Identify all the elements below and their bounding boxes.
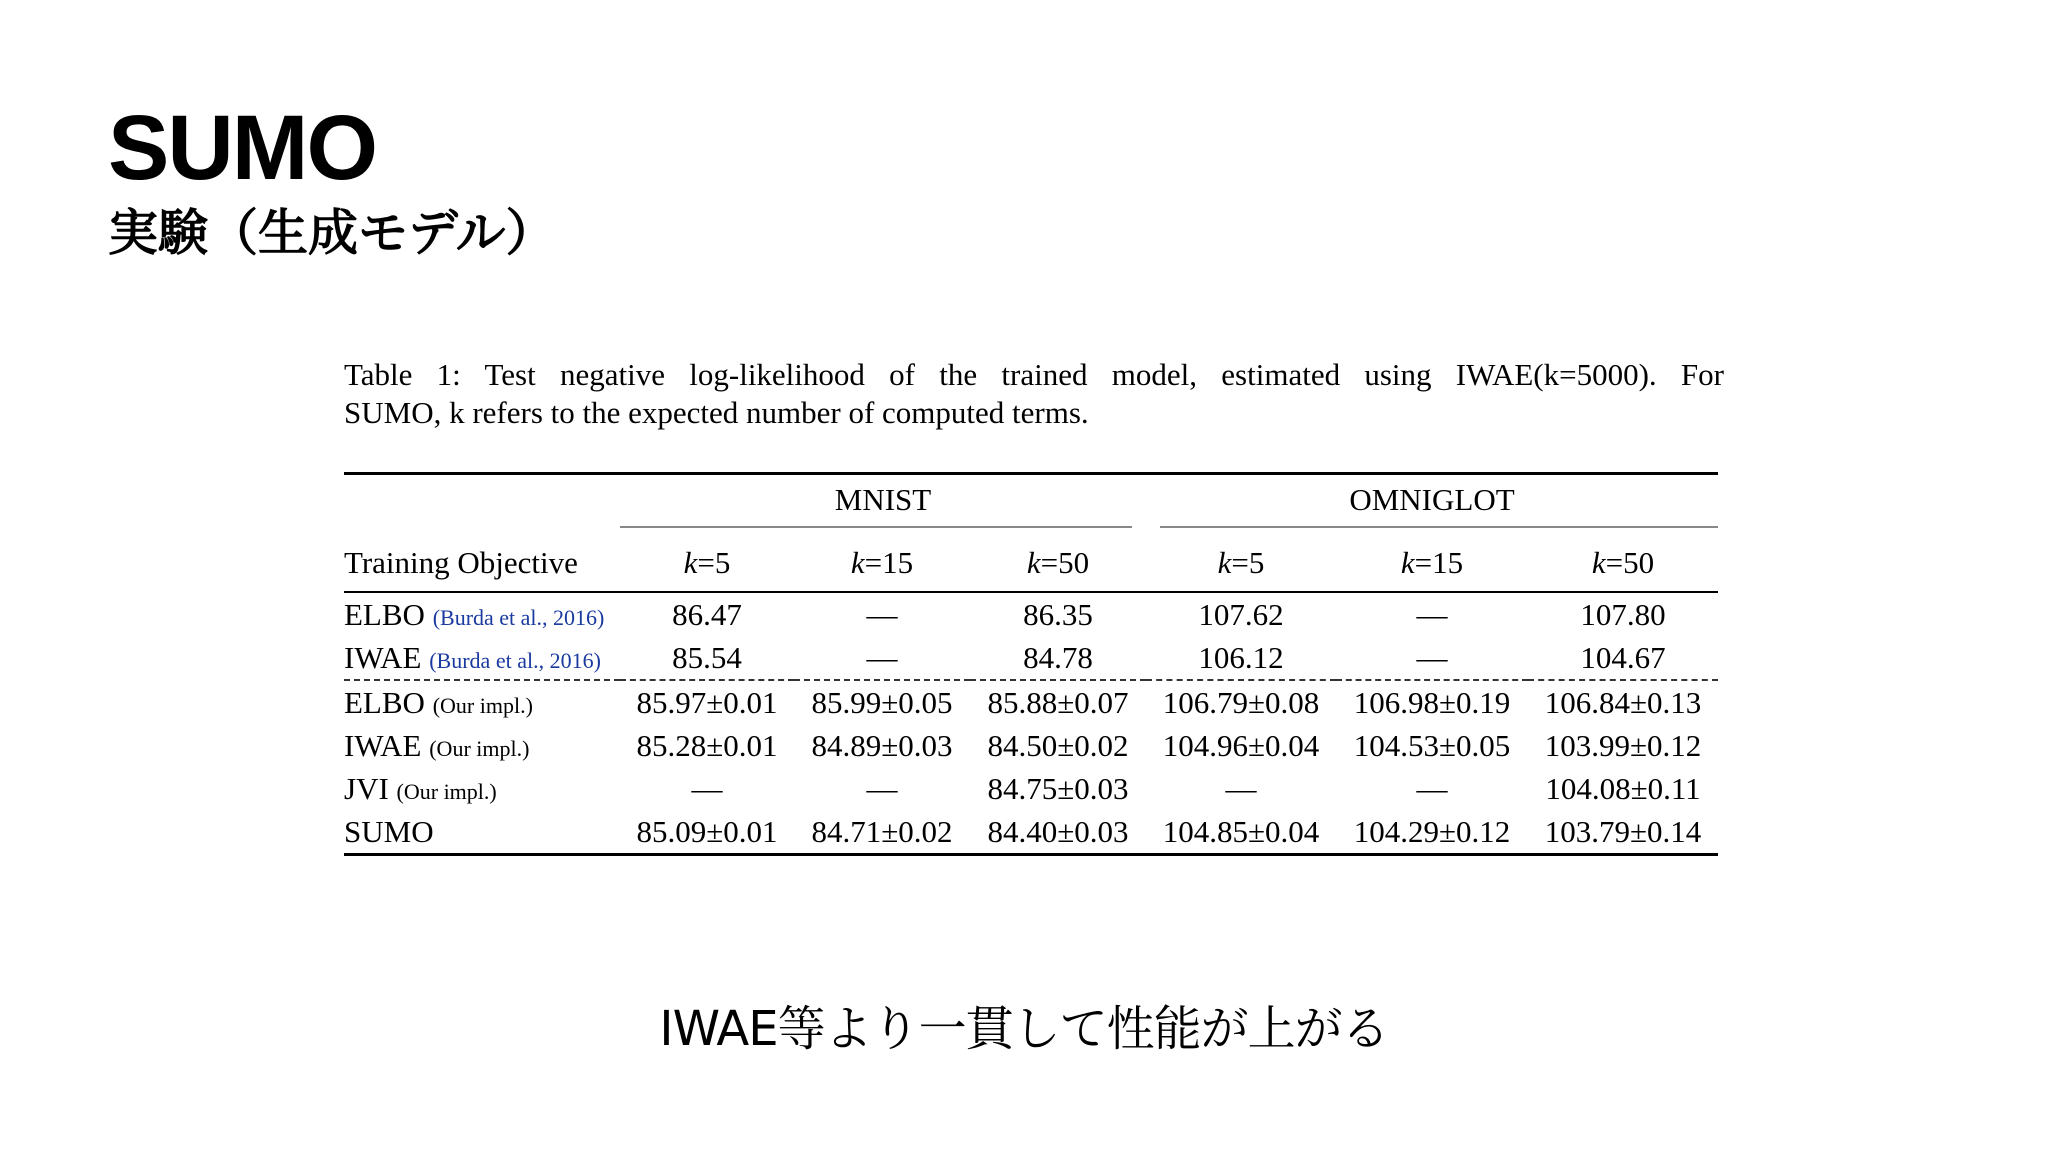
table-row <box>344 592 1718 636</box>
group-label: OMNIGLOT <box>1349 482 1515 517</box>
column-header: k=15 <box>1336 535 1528 592</box>
empty-corner <box>344 474 620 536</box>
table-cell: 107.62 <box>1198 596 1284 632</box>
table-cell: 104.53±0.05 <box>1353 727 1511 763</box>
table-row <box>344 636 1718 680</box>
method-name: SUMO <box>344 813 434 849</box>
column-header: k=5 <box>1146 535 1336 592</box>
table-cell: 106.98±0.19 <box>1353 684 1511 720</box>
table-cell: 104.29±0.12 <box>1336 810 1528 855</box>
group-underline <box>620 526 1132 528</box>
table-cell: 107.80 <box>1580 596 1666 632</box>
table-cell: 103.99±0.12 <box>1544 727 1702 763</box>
impl-note: (Our impl.) <box>429 735 530 761</box>
table-cell: 103.79±0.14 <box>1528 810 1718 855</box>
table-cell: 104.96±0.04 <box>1162 727 1320 763</box>
caption-line-2: SUMO, k refers to the expected number of computed terms. <box>344 395 1089 430</box>
method-name: IWAE <box>344 639 422 675</box>
table-cell: 106.79±0.08 <box>1162 684 1320 720</box>
table-row <box>344 724 1718 767</box>
table-cell: 104.67 <box>1528 636 1718 680</box>
slide-title: SUMO <box>108 97 376 199</box>
table-cell: — <box>1225 770 1257 806</box>
group-label: MNIST <box>834 482 932 517</box>
table-cell: — <box>866 596 898 632</box>
column-header: k=5 <box>620 535 794 592</box>
row-label-cell <box>344 636 620 680</box>
table-cell: — <box>691 770 723 806</box>
table-cell: 104.08±0.11 <box>1545 770 1701 806</box>
table-cell: 84.71±0.02 <box>794 810 970 855</box>
table-body <box>344 592 1718 855</box>
row-label-cell <box>344 767 620 810</box>
table-cell: 85.88±0.07 <box>987 684 1129 720</box>
row-label-cell <box>344 810 620 855</box>
row-label-cell <box>344 592 620 636</box>
table-cell: 85.54 <box>620 636 794 680</box>
column-header-row <box>344 535 1718 592</box>
group-header-omniglot <box>1146 474 1718 536</box>
table-cell: 85.09±0.01 <box>620 810 794 855</box>
column-header: k=50 <box>1528 535 1718 592</box>
table-row <box>344 810 1718 855</box>
table-cell: 104.85±0.04 <box>1146 810 1336 855</box>
slide-subtitle: 実験（生成モデル） <box>108 204 556 262</box>
table-cell: 86.35 <box>1023 596 1093 632</box>
table-cell: — <box>794 636 970 680</box>
table-cell: — <box>1416 596 1448 632</box>
group-underline <box>1160 526 1718 528</box>
impl-note: (Our impl.) <box>432 692 533 718</box>
table-cell: 84.75±0.03 <box>987 770 1129 806</box>
row-label-cell <box>344 724 620 767</box>
table-cell: 85.99±0.05 <box>811 684 953 720</box>
row-label-cell <box>344 680 620 724</box>
results-table <box>344 472 1718 856</box>
citation-link[interactable]: (Burda et al., 2016) <box>432 604 605 630</box>
table-cell: 85.28±0.01 <box>636 727 778 763</box>
table-cell: — <box>1336 636 1528 680</box>
citation-link[interactable]: (Burda et al., 2016) <box>429 647 601 673</box>
method-name: IWAE <box>344 727 422 763</box>
table-row <box>344 767 1718 810</box>
table-cell: 84.50±0.02 <box>987 727 1129 763</box>
table-cell: 106.84±0.13 <box>1544 684 1702 720</box>
group-header-mnist <box>620 474 1146 536</box>
column-header: k=15 <box>794 535 970 592</box>
footer-note: IWAE等より一貫して性能が上がる <box>659 1001 1389 1057</box>
table-cell: — <box>866 770 898 806</box>
group-header-row <box>344 474 1718 536</box>
method-name: JVI <box>344 770 389 806</box>
method-name: ELBO <box>344 596 425 632</box>
table-cell: 84.40±0.03 <box>970 810 1146 855</box>
table-cell: — <box>1416 770 1448 806</box>
row-header-label: Training Objective <box>344 535 620 592</box>
table-cell: 106.12 <box>1146 636 1336 680</box>
table-cell: 84.89±0.03 <box>811 727 953 763</box>
impl-note: (Our impl.) <box>396 778 497 804</box>
table-cell: 86.47 <box>672 596 742 632</box>
table-caption <box>344 356 1724 432</box>
table-row <box>344 680 1718 724</box>
caption-line-1: Table 1: Test negative log-likelihood of the trained model, estimated using IWAE(k=5000). For <box>344 357 1724 392</box>
column-header: k=50 <box>970 535 1146 592</box>
table-cell: 84.78 <box>970 636 1146 680</box>
method-name: ELBO <box>344 684 425 720</box>
table-cell: 85.97±0.01 <box>636 684 778 720</box>
